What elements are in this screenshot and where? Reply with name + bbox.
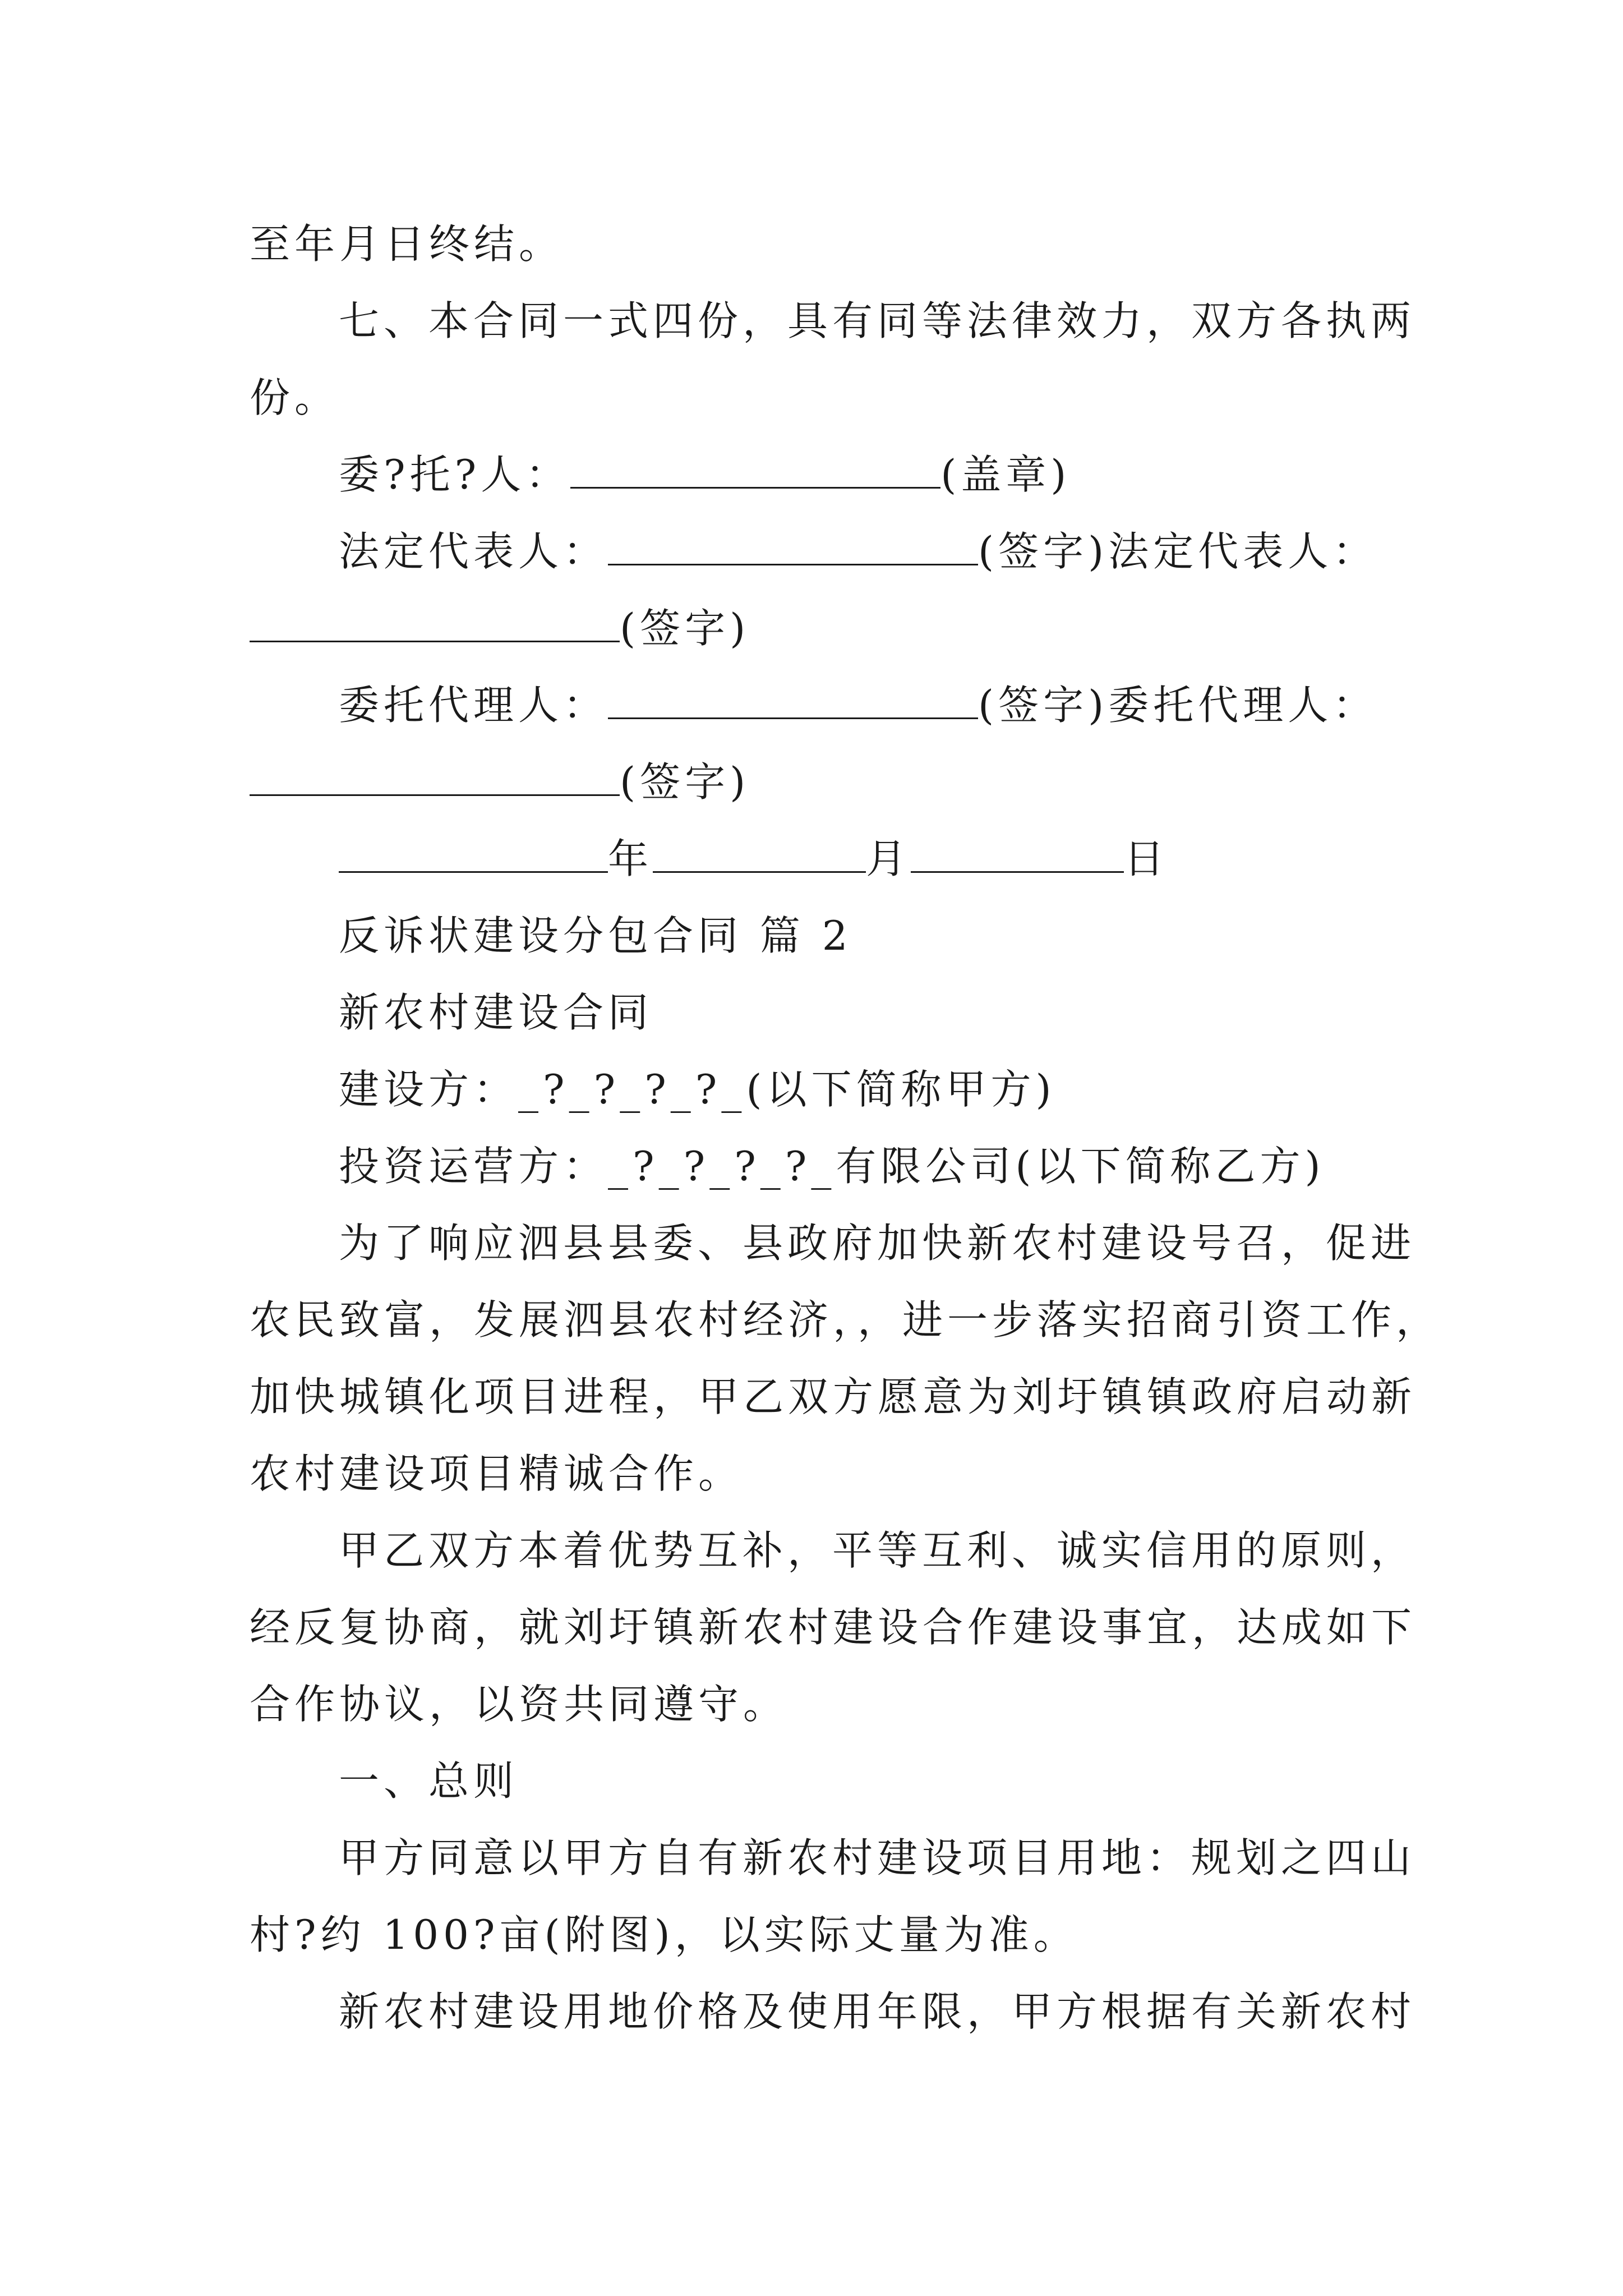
- sign-label: (签字): [620, 605, 750, 652]
- day-blank: [911, 838, 1124, 873]
- text-line: 份。: [250, 374, 340, 421]
- legal-rep-line: [339, 513, 1394, 590]
- party-b: 投资运营方：_?_?_?_?_有限公司(以下简称乙方): [339, 1143, 1325, 1190]
- legal-rep-line-cont: [250, 590, 1394, 667]
- seal-label: (盖章): [940, 451, 1071, 498]
- principal-label: 委?托?人：: [339, 451, 571, 498]
- signature-blank: [250, 761, 620, 796]
- section-heading: 反诉状建设分包合同 篇 2: [339, 912, 852, 959]
- section-general: 一、总则: [339, 1757, 519, 1805]
- sign-label: (签字)委托代理人：: [978, 682, 1378, 729]
- agent-line-cont: [250, 744, 1394, 821]
- paragraph-line: 甲方同意以甲方自有新农村建设项目用地：规划之四山: [339, 1834, 1416, 1881]
- signature-blank: [250, 607, 620, 642]
- paragraph-line: 新农村建设用地价格及使用年限，甲方根据有关新农村: [339, 1988, 1416, 2035]
- party-a: 建设方：_?_?_?_?_(以下简称甲方): [339, 1066, 1056, 1113]
- paragraph-line: 农民致富，发展泗县农村经济，，进一步落实招商引资工作，: [250, 1296, 1441, 1343]
- principal-signature-line: [339, 436, 1394, 513]
- sign-label: (签字)法定代表人：: [978, 528, 1378, 575]
- text-line: 至年月日终结。: [250, 220, 564, 268]
- agent-label: 委托代理人：: [339, 682, 608, 729]
- signature-blank: [608, 684, 978, 719]
- day-label: 日: [1124, 835, 1169, 882]
- sign-label: (签字): [620, 758, 750, 806]
- agent-line: [339, 667, 1394, 744]
- signature-blank: [608, 530, 978, 565]
- paragraph-line: 农村建设项目精诚合作。: [250, 1450, 744, 1497]
- paragraph-line: 甲乙双方本着优势互补，平等互利、诚实信用的原则，: [339, 1527, 1416, 1574]
- paragraph-line: 加快城镇化项目进程，甲乙双方愿意为刘圩镇镇政府启动新: [250, 1373, 1417, 1420]
- month-label: 月: [866, 835, 911, 882]
- paragraph-line: 村?约 100?亩(附图)，以实际丈量为准。: [250, 1911, 1078, 1958]
- clause-seven: 七、本合同一式四份，具有同等法律效力，双方各执两: [339, 297, 1416, 344]
- month-blank: [653, 838, 866, 873]
- year-blank: [339, 838, 608, 873]
- date-line: [339, 821, 1394, 898]
- contract-title: 新农村建设合同: [339, 989, 653, 1036]
- paragraph-line: 合作协议，以资共同遵守。: [250, 1681, 789, 1728]
- legal-rep-label: 法定代表人：: [339, 528, 608, 575]
- paragraph-line: 为了响应泗县县委、县政府加快新农村建设号召，促进: [339, 1220, 1416, 1267]
- paragraph-line: 经反复协商，就刘圩镇新农村建设合作建设事宜，达成如下: [250, 1604, 1417, 1651]
- year-label: 年: [608, 835, 653, 882]
- signature-blank: [570, 453, 940, 489]
